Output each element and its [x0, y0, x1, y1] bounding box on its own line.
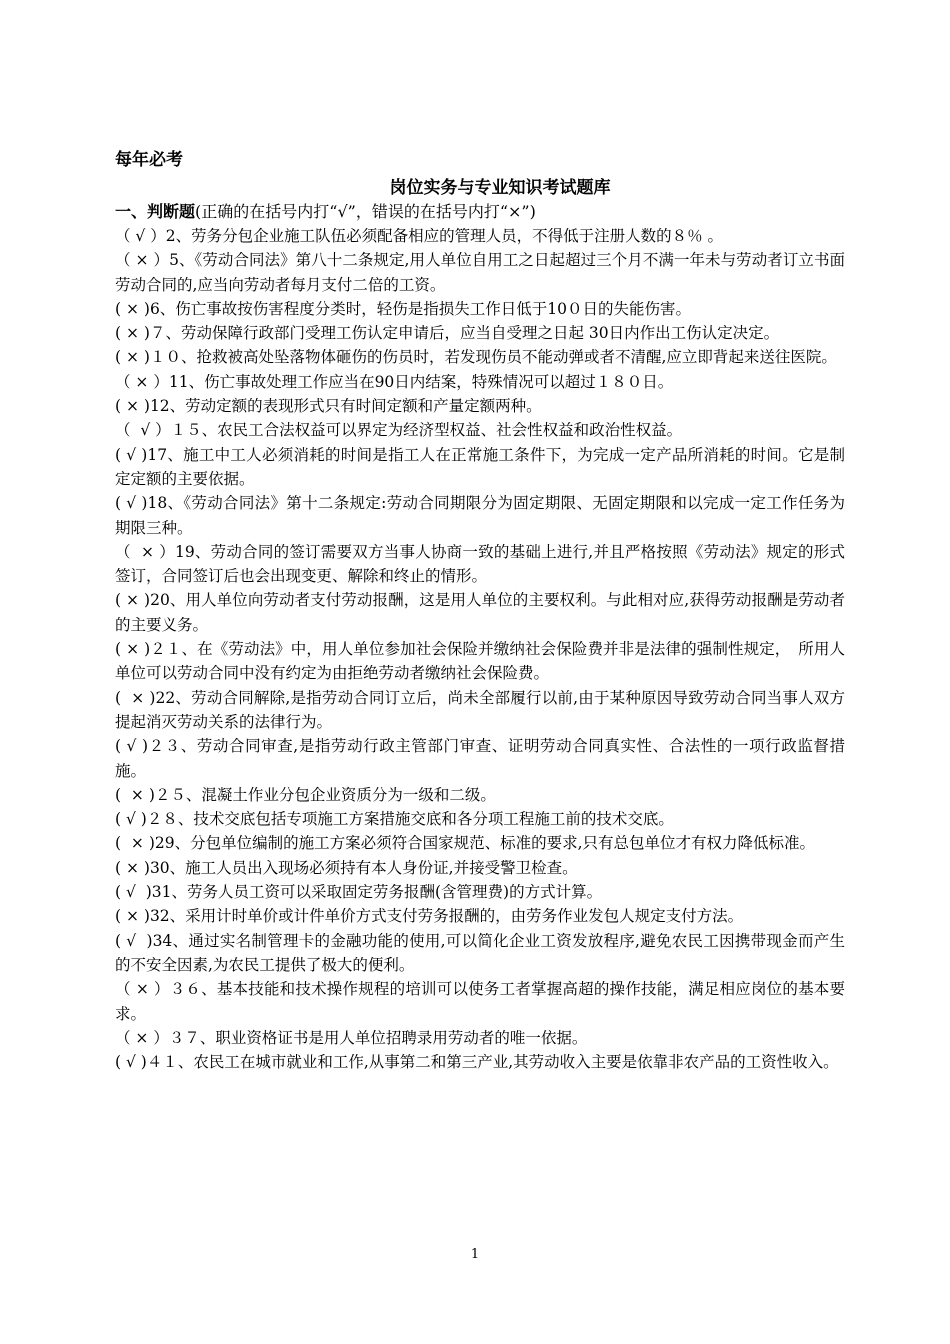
answer-mark: （ √ ）	[115, 227, 166, 245]
question-text: 19、劳动合同的签订需要双方当事人协商一致的基础上进行,并且严格按照《劳动法》规定的形式签订，合同签订后也会出现变更、解除和终止的情形。	[115, 542, 845, 586]
question-text: 32、采用计时单价或计件单价方式支付劳务报酬的，由劳务作业发包人规定支付方法。	[149, 907, 744, 926]
question-text: ２８、技术交底包括专项施工方案措施交底和各分项工程施工前的技术交底。	[146, 810, 674, 829]
document-title: 岗位实务与专业知识考试题库	[389, 178, 611, 198]
question-item	[115, 783, 845, 807]
answer-mark: （ × ）	[115, 372, 169, 391]
question-text: ３７、职业资格证书是用人单位招聘录用劳动者的唯一依据。	[168, 1028, 588, 1047]
answer-mark: （ √ ）	[115, 421, 171, 440]
answer-mark: ( × )	[115, 397, 150, 416]
question-text: 20、用人单位向劳动者支付劳动报酬，这是用人单位的主要权利。与此相对应,获得劳动报酬是劳动者的主要义务。	[115, 591, 845, 634]
question-item	[115, 856, 845, 880]
question-item	[115, 637, 845, 686]
question-text: 6、伤亡事故按伤害程度分类时，轻伤是指损失工作日低于10０日的失能伤害。	[149, 299, 692, 318]
question-item	[115, 321, 845, 345]
question-item	[115, 1026, 845, 1050]
question-text: １５、农民工合法权益可以界定为经济型权益、社会性权益和政治性权益。	[170, 421, 683, 440]
question-item	[115, 394, 845, 418]
question-item	[115, 734, 845, 783]
question-text: １０、抢救被高处坠落物体砸伤的伤员时，若发现伤员不能动弹或者不清醒,应立即背起来送往医院。	[149, 348, 837, 367]
question-text: 12、劳动定额的表现形式只有时间定额和产量定额两种。	[149, 397, 542, 416]
question-text: 18、《劳动合同法》第十二条规定:劳动合同期限分为固定期限、无固定期限和以完成一定工作任务为期限三种。	[115, 494, 846, 537]
answer-mark: ( × )	[115, 640, 151, 659]
answer-mark: ( √ )	[115, 737, 148, 756]
question-item	[115, 345, 845, 369]
answer-mark: ( √ )	[115, 494, 148, 513]
question-text: 30、施工人员出入现场必须持有本人身份证,并接受警卫检查。	[149, 858, 578, 877]
question-text: 11、伤亡事故处理工作应当在90日内结案，特殊情况可以超过１８０日。	[168, 372, 674, 391]
question-list	[115, 224, 845, 1074]
question-text: 17、施工中工人必须消耗的时间是指工人在正常施工条件下，为完成一定产品所消耗的时间。它是制定定额的主要依据。	[115, 445, 845, 488]
question-text: 22、劳动合同解除,是指劳动合同订立后，尚未全部履行以前,由于某种原因导致劳动合同当事人双方提起消灭劳动关系的法律行为。	[115, 688, 845, 731]
question-text: ３６、基本技能和技术操作规程的培训可以使务工者掌握高超的操作技能，满足相应岗位的基本要求。	[115, 980, 845, 1023]
header-tag: 每年必考	[115, 150, 183, 170]
question-text: 5、《劳动合同法》第八十二条规定,用人单位自用工之日起超过三个月不满一年未与劳动者订立书面劳动合同的,应当向劳动者每月支付二倍的工资。	[115, 251, 845, 294]
question-item	[115, 248, 845, 297]
question-text: 29、分包单位编制的施工方案必须符合国家规范、标准的要求,只有总包单位才有权力降低标准。	[154, 834, 816, 853]
answer-mark: ( × )	[115, 591, 151, 610]
answer-mark: （ × ）	[115, 251, 170, 270]
section-head: 一、判断题	[115, 202, 196, 221]
answer-mark: ( × )	[115, 688, 156, 707]
question-text: 34、通过实名制管理卡的金融功能的使用,可以简化企业工资发放程序,避免农民工因携带现金而产生的不安全因素,为农民工提供了极大的便利。	[115, 931, 845, 974]
section-heading	[115, 200, 845, 224]
question-text: ４１、农民工在城市就业和工作,从事第二和第三产业,其劳动收入主要是依靠非农产品的工资性收入。	[146, 1053, 839, 1072]
question-text: 2、劳务分包企业施工队伍必须配备相应的管理人员，不得低于注册人数的８％ 。	[165, 227, 724, 245]
question-item	[115, 807, 845, 831]
question-text: ２５、混凝土作业分包企业资质分为一级和二级。	[154, 785, 496, 804]
question-item	[115, 686, 845, 735]
answer-mark: ( √ )	[115, 445, 148, 464]
answer-mark: （ × ）	[115, 542, 175, 561]
answer-mark: ( √ )	[115, 883, 152, 902]
question-text: ２１、在《劳动法》中，用人单位参加社会保险并缴纳社会保险费并非是法律的强制性规定， 所用人单位可以劳动合同中没有约定为由拒绝劳动者缴纳社会保险费。	[115, 640, 845, 683]
answer-mark: ( √ )	[115, 931, 153, 950]
question-text: 31、劳务人员工资可以采取固定劳务报酬(含管理费)的方式计算。	[151, 883, 603, 902]
answer-mark: ( × )	[115, 348, 150, 367]
question-item	[115, 418, 845, 442]
question-item	[115, 588, 845, 637]
page-number: 1	[470, 1247, 480, 1262]
question-item	[115, 904, 845, 928]
answer-mark: ( √ )	[115, 810, 147, 829]
question-item	[115, 491, 845, 540]
question-item	[115, 297, 845, 321]
question-item	[115, 1050, 845, 1074]
question-item	[115, 929, 845, 978]
answer-mark: ( × )	[115, 907, 150, 926]
answer-mark: ( × )	[115, 834, 155, 853]
question-item	[115, 224, 845, 248]
answer-mark: ( × )	[115, 299, 150, 318]
document-body	[115, 148, 845, 1074]
question-item	[115, 977, 845, 1026]
answer-mark: ( × )	[115, 324, 150, 343]
section-instruction: (正确的在括号内打“√”，错误的在括号内打“×”)	[195, 202, 536, 221]
question-item	[115, 880, 845, 904]
question-item	[115, 831, 845, 855]
question-item	[115, 540, 845, 589]
question-item	[115, 443, 845, 492]
question-item	[115, 370, 845, 394]
answer-mark: ( × )	[115, 785, 155, 804]
answer-mark: ( √ )	[115, 1053, 147, 1072]
answer-mark: （ × ）	[115, 980, 170, 999]
answer-mark: （ × ）	[115, 1028, 169, 1047]
question-text: ２３、劳动合同审查,是指劳动行政主管部门审查、证明劳动合同真实性、合法性的一项行政监督措施。	[115, 737, 846, 780]
question-text: ７、劳动保障行政部门受理工伤认定申请后，应当自受理之日起 30日内作出工伤认定决定。	[149, 324, 780, 343]
answer-mark: ( × )	[115, 858, 150, 877]
